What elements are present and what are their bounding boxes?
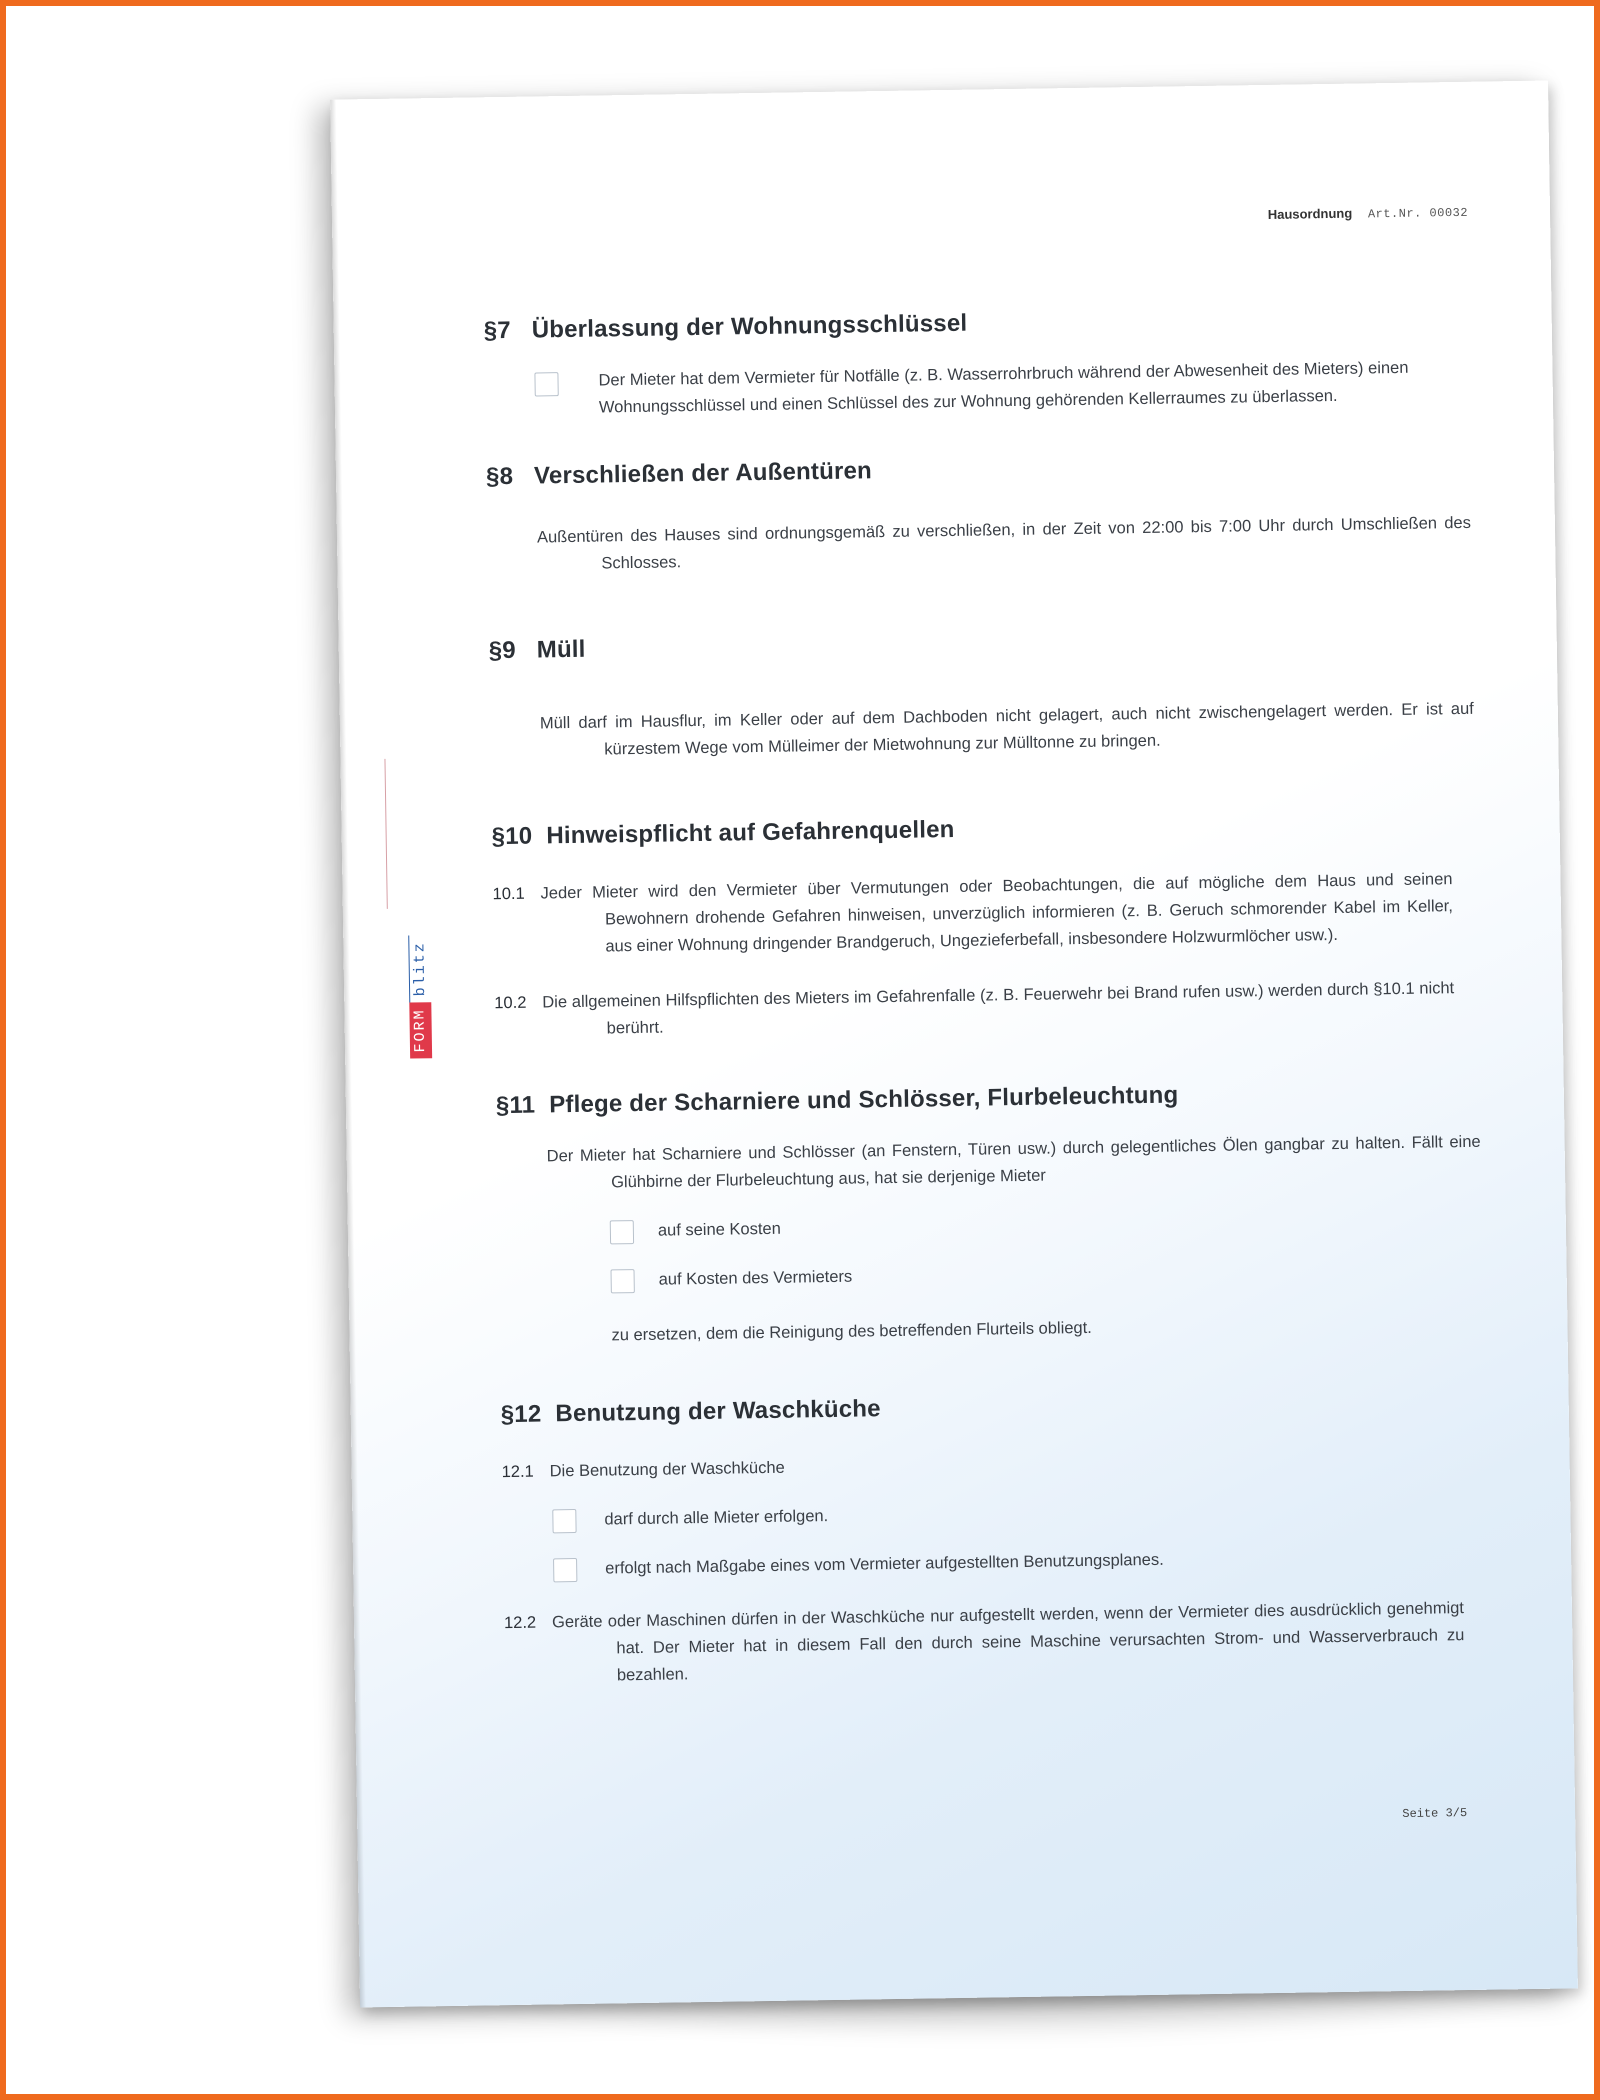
section-title: Benutzung der Waschküche [555,1395,881,1428]
section-number: §10 [491,822,533,851]
page-edge [330,100,366,2008]
checkbox-own-cost[interactable] [610,1220,634,1244]
document-page [330,81,1578,2008]
section-number: §11 [495,1091,536,1120]
article-number: Art.Nr. 00032 [1367,205,1469,222]
document-header [1268,204,1468,223]
subsection-text: Jeder Mieter wird den Vermieter über Vermutungen oder Beobachtungen, die auf mögliche dem Haus und seinen Bewohnern drohende Gefahren hinweisen, unverzüglich informieren (z. B. Geruch schmorender Kabel im Keller, aus einer Wohnung dringender Brandgeruch, Ungezieferbefall, insbesondere Holzwurmlöcher usw.). [540,870,1454,956]
option-label: auf seine Kosten [657,1219,781,1240]
section-number: §9 [488,636,517,665]
subsection-10-2 [494,975,1455,1044]
logo-form: FORM [409,1002,432,1058]
subsection-number: 10.2 [494,993,527,1013]
document-body [483,302,1481,1691]
subsection-text: Die allgemeinen Hilfspflichten des Mieters im Gefahrenfalle (z. B. Feuerwehr bei Brand rufen usw.) werden durch §10.1 nicht berührt. [542,979,1455,1038]
section-heading [491,808,1451,851]
section-heading [496,1077,1456,1120]
section-text: Der Mieter hat Scharniere und Schlösser (an Fenstern, Türen usw.) durch gelegentliches Ölen gangbar zu halten. Fällt eine Glühbirne der Flurbeleuchtung aus, hat sie derjenige Mieter [546,1132,1481,1192]
formblitz-logo [408,935,432,1058]
section-heading [484,302,1444,345]
section-8 [485,448,1472,579]
option-label: darf durch alle Mieter erfolgen. [604,1507,829,1529]
section-number: §12 [500,1400,542,1429]
page-number: Seite 3/5 [1402,1806,1468,1822]
section-text: Außentüren des Hauses sind ordnungsgemäß zu verschließen, in der Zeit von 22:00 bis 7:00 Uhr durch Umschließen des Schlosses. [536,513,1472,573]
subsection-12-2 [504,1595,1465,1691]
option-all-tenants[interactable] [552,1493,1462,1534]
section-heading [486,448,1446,491]
subsection-number: 12.1 [501,1462,534,1482]
section-12 [501,1386,1465,1691]
logo-blitz: blitz [408,935,431,1002]
header-title: Hausordnung [1267,205,1353,222]
checkbox-all-tenants[interactable] [552,1508,576,1532]
section-title: Hinweispflicht auf Gefahrenquellen [546,815,955,850]
section-7 [484,302,1446,423]
checkbox-usage-plan[interactable] [553,1557,577,1581]
section-title: Pflege der Scharniere und Schlösser, Flurbeleuchtung [549,1081,1179,1119]
side-divider [384,759,387,909]
checkbox-landlord-cost[interactable] [610,1269,634,1293]
section-title: Überlassung der Wohnungsschlüssel [531,309,968,344]
option-label: auf Kosten des Vermieters [658,1267,853,1289]
subsection-number: 10.1 [492,884,525,904]
option-own-cost[interactable] [610,1205,1458,1245]
section-title: Verschließen der Außentüren [533,457,873,490]
subsection-10-1 [492,866,1453,962]
section-title: Müll [536,635,586,664]
option-label: erfolgt nach Maßgabe eines vom Vermieter aufgestellten Benutzungsplanes. [605,1550,1164,1578]
section-heading [489,622,1449,665]
option-usage-plan[interactable] [553,1542,1463,1583]
section-number: §8 [485,462,514,491]
subsection-number: 12.2 [503,1613,537,1633]
checkbox-key-handover[interactable] [534,372,558,396]
section-number: §7 [483,316,512,345]
section-9 [488,622,1474,765]
section-10 [491,808,1454,1044]
subsection-12-1 [501,1444,1461,1486]
subsection-text: Die Benutzung der Waschküche [549,1458,785,1481]
option-landlord-cost[interactable] [610,1254,1458,1294]
section-text: Müll darf im Hausflur, im Keller oder auf dem Dachboden nicht gelagert, auch nicht zwischengelagert werden. Er ist auf kürzestem Wege vom Mülleimer der Mietwohnung zur Mülltonne zu bringen. [539,699,1474,759]
section-heading [501,1386,1461,1429]
section-text-after: zu ersetzen, dem die Reinigung des betreffenden Flurteils obliegt. [611,1318,1092,1345]
section-text: Der Mieter hat dem Vermieter für Notfälle (z. B. Wasserrohrbruch während der Abwesenheit des Mieters) einen Wohnungsschlüssel und einen Schlüssel des zur Wohnung gehörenden Kellerraumes zu überlassen. [598,358,1409,417]
subsection-text: Geräte oder Maschinen dürfen in der Waschküche nur aufgestellt werden, wenn der Vermieter dies ausdrücklich genehmigt hat. Der Mieter hat in diesem Fall den durch seine Maschine verursachten Strom- und Wasserverbrauch zu bezahlen. [551,1599,1465,1685]
section-11 [495,1077,1481,1351]
